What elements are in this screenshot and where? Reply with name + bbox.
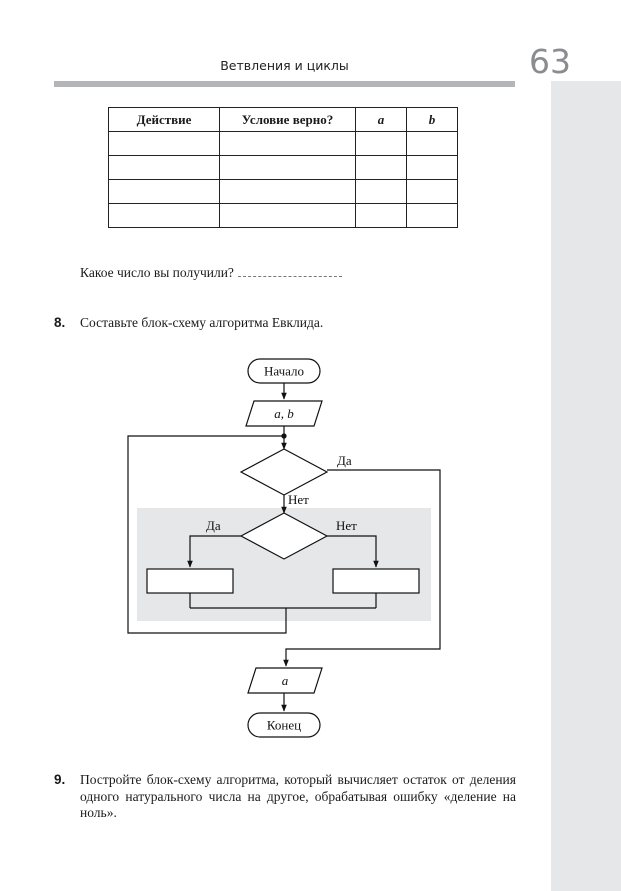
outer-yes-label: Да [337, 453, 352, 468]
result-question-text: Какое число вы получили? [80, 265, 234, 280]
inner-no-label: Нет [336, 518, 357, 533]
output-label: a [281, 673, 289, 688]
task-number: 8. [54, 315, 66, 330]
junction-dot [281, 433, 286, 438]
left-process-box[interactable] [147, 569, 233, 593]
task-number: 9. [54, 772, 66, 787]
start-label: Начало [263, 363, 305, 379]
column-header-condition: Условие верно? [220, 108, 356, 132]
page-number: 63 [529, 42, 571, 81]
column-header-action: Действие [109, 108, 220, 132]
outer-decision-diamond [241, 449, 327, 495]
task-9 [54, 772, 516, 824]
inner-yes-label: Да [206, 518, 221, 533]
input-label: a, b [274, 406, 294, 421]
task-text: Постройте блок-схему алгоритма, который вычисляет остаток от деления одного натурального числа на другое, обрабатывая ошибку «деление на ноль». [80, 772, 516, 820]
end-label: Конец [266, 717, 302, 733]
right-process-box[interactable] [333, 569, 419, 593]
chapter-title: Ветвления и циклы [220, 58, 349, 73]
column-header-b: b [407, 108, 458, 132]
task-text: Составьте блок-схему алгоритма Евклида. [80, 315, 324, 330]
column-header-a: a [356, 108, 407, 132]
outer-no-label: Нет [288, 492, 309, 507]
